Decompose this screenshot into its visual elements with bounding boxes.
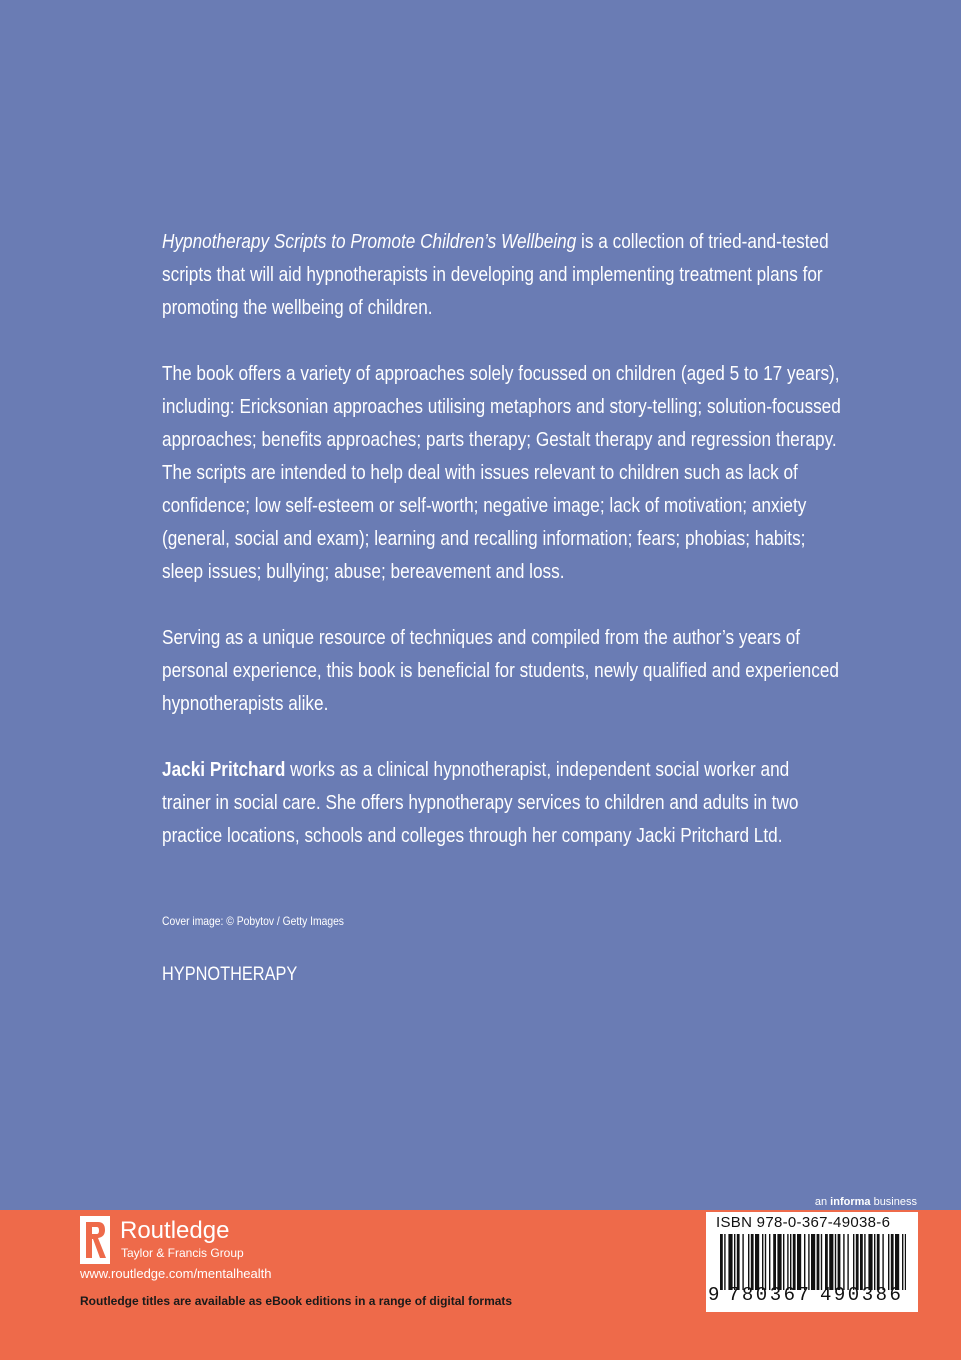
author-bio [162, 754, 841, 853]
author-bio-text: works as a clinical hypnotherapist, independent social worker and trainer in social care. She offers hypnotherapy services to children and adults in two practice locations, schools and colleges through her company Jacki Pritchard Ltd. [162, 759, 799, 847]
informa-tagline: an informa business [814, 1196, 917, 1208]
subject-category: HYPNOTHERAPY [162, 964, 298, 985]
ebook-note: Routledge titles are available as eBook editions in a range of digital formats [80, 1294, 513, 1308]
author-name: Jacki Pritchard [162, 759, 286, 781]
cover-image-credit: Cover image: © Pobytov / Getty Images [162, 914, 344, 928]
routledge-logo-icon [80, 1216, 110, 1264]
isbn-digits-left: 780367 [728, 1284, 812, 1306]
blurb-paragraph-2: The book offers a variety of approaches solely focussed on children (aged 5 to 17 years), including: Ericksonian approaches utilising metaphors and story-telling; solution-focussed approaches; benefits approaches; parts therapy; Gestalt therapy and regression therapy. The scripts are intended to help deal with issues relevant to children such as lack of confidence; low self-esteem or self-worth; negative image; lack of motivation; anxiety (general, social and exam); learning and recalling information; fears; phobias; habits; sleep issues; bullying; abuse; bereavement and loss. [162, 363, 841, 583]
isbn-label: ISBN 978-0-367-49038-6 [716, 1214, 891, 1231]
blurb-paragraph-1 [162, 226, 841, 325]
blurb-paragraph-3: Serving as a unique resource of techniques and compiled from the author’s years of personal experience, this book is beneficial for students, newly qualified and experienced hypnotherapists alike. [162, 627, 839, 715]
publisher-url[interactable]: www.routledge.com/mentalhealth [80, 1266, 272, 1281]
blurb-paragraph-1-text: is a collection of tried-and-tested scripts that will aid hypnotherapists in developing and implementing treatment plans for promoting the wellbeing of children. [162, 231, 829, 319]
publisher-group: Taylor & Francis Group [121, 1246, 244, 1260]
isbn-barcode [706, 1212, 918, 1312]
back-cover-blurb [162, 226, 841, 886]
barcode-bars-icon [720, 1234, 906, 1290]
book-title-inline: Hypnotherapy Scripts to Promote Children’s Wellbeing [162, 231, 577, 253]
isbn-digit-first: 9 [708, 1284, 720, 1306]
publisher-name: Routledge [120, 1217, 230, 1244]
isbn-digits-right: 490386 [820, 1284, 904, 1306]
informa-brand: informa [830, 1196, 871, 1208]
